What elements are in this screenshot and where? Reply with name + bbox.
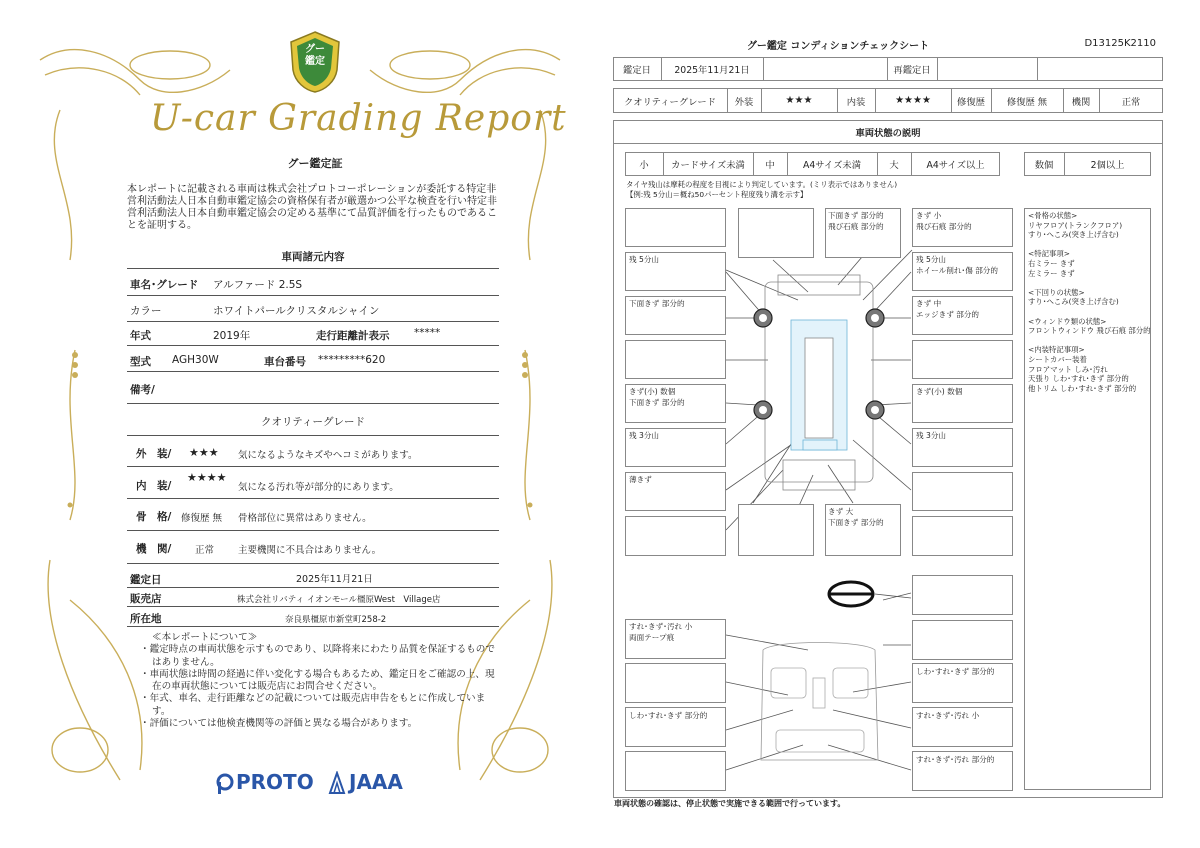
exterior-stars: ★★★ — [785, 95, 813, 106]
engine-label: 機 関/ — [136, 543, 172, 555]
callout-front-right: きず 小 飛び石痕 部分的 — [916, 211, 972, 231]
legend-large-text: A4サイズ以上 — [926, 160, 985, 171]
divider — [127, 345, 499, 346]
callout-front-right-tire: 残 5分山 ホイール削れ･傷 部分的 — [916, 255, 998, 275]
tire-example-note: 【例:残 5分山＝概ね50パーセント程度残り溝を示す】 — [626, 190, 808, 199]
dealer-label: 販売店 — [130, 593, 162, 605]
inspection-date-value: 2025年11月21日 — [674, 65, 750, 76]
note-item: ・車両状態は時間の経過に伴い変化する場合もあるため、鑑定日をご確認の上、現在の車両状態については販売店にお問合せください。 — [140, 668, 495, 693]
note-item: ・鑑定時点の車両状態を示すものであり、以降将来にわたり品質を保証するものではありません。 — [140, 644, 495, 668]
legend-small: 小 — [639, 160, 649, 171]
legend-small-text: カードサイズ未満 — [671, 160, 745, 171]
tire-note: タイヤ残山は摩耗の程度を目視により判定しています。(ミリ表示ではありません) — [626, 180, 898, 189]
repair-history-label: 修復歴 — [957, 96, 985, 108]
frame-text: 骨格部位に異常はありません。 — [238, 513, 372, 524]
callout-box — [912, 516, 1013, 556]
note-item: ・年式、車名、走行距離などの記載については販売店申告をもとに作成しています。 — [140, 693, 486, 717]
proto-logo-icon — [216, 773, 234, 795]
divider — [127, 321, 499, 322]
condition-description-title: 車両状態の説明 — [613, 120, 1163, 144]
legend-medium: 中 — [765, 160, 775, 171]
proto-logo: PROTO — [236, 770, 314, 794]
divider — [127, 403, 499, 404]
frame-label: 骨 格/ — [136, 511, 172, 523]
interior-stars: ★★★★ — [895, 95, 931, 106]
interior-label: 内 装/ — [136, 480, 172, 492]
legend-medium-text: A4サイズ未満 — [802, 160, 861, 171]
mileage-value: ***** — [414, 327, 441, 339]
engine-label: 機関 — [1071, 96, 1091, 108]
model-value: AGH30W — [172, 354, 219, 366]
callout-interior-left: しわ･すれ･きず 部分的 — [629, 711, 708, 720]
frame-value: 修復歴 無 — [181, 513, 223, 524]
interior-stars: ★★★★ — [187, 471, 227, 484]
callout-front-underbody: 下面きず 部分的 飛び石痕 部分的 — [828, 211, 884, 231]
chassis-value: *********620 — [318, 354, 386, 366]
car-name-label: 車名･グレード — [130, 279, 199, 291]
divider — [127, 587, 499, 588]
callout-box — [625, 663, 726, 703]
callout-rear-right-tire: 残 3分山 — [916, 431, 947, 440]
exterior-text: 気になるようなキズやヘコミがあります。 — [238, 450, 418, 461]
callout-box — [738, 208, 814, 258]
legend-count: 数個 — [1034, 160, 1054, 171]
year-value: 2019年 — [213, 330, 251, 342]
divider — [127, 626, 499, 627]
mileage-label: 走行距離計表示 — [316, 330, 390, 342]
steering-wheel-icon — [829, 582, 873, 606]
callout-box — [912, 620, 1013, 660]
callout-rear-underbody: きず 大 下面きず 部分的 — [828, 507, 884, 527]
jaaa-logo: JAAA — [349, 770, 403, 794]
divider — [127, 268, 499, 269]
interior-label: 内装 — [846, 96, 866, 108]
callout-box — [738, 504, 814, 556]
callout-interior-dash: すれ･きず･汚れ 小 両面テープ痕 — [629, 622, 693, 642]
inspection-date-value: 2025年11月21日 — [296, 574, 373, 585]
check-sheet-title: グー鑑定 コンディションチェックシート — [746, 41, 930, 52]
callout-box — [912, 472, 1013, 511]
report-notes — [140, 632, 500, 730]
engine-value: 正常 — [1121, 96, 1141, 108]
certificate-title: グー鑑定証 — [287, 157, 343, 170]
callout-box — [625, 516, 726, 556]
divider — [127, 371, 499, 372]
divider — [127, 435, 499, 436]
report-script-title: U-car Grading Report — [150, 98, 567, 139]
divider — [127, 498, 499, 499]
callout-interior-right: すれ･きず･汚れ 小 — [916, 711, 980, 720]
callout-box — [625, 208, 726, 247]
divider — [127, 466, 499, 467]
chassis-label: 車台番号 — [264, 356, 306, 368]
dealer-value: 株式会社リバティ イオンモール橿原West Village店 — [237, 595, 441, 605]
callout-box — [625, 751, 726, 791]
callout-box — [912, 575, 1013, 615]
callout-rear-left: 薄きず — [629, 475, 652, 484]
interior-text: 気になる汚れ等が部分的にあります。 — [238, 482, 399, 493]
footer-note: 車両状態の確認は、停止状態で実施できる範囲で行っています。 — [614, 799, 846, 808]
special-notes: <骨格の状態> リヤフロア(トランクフロア) すり･へこみ(突き上げ含む) <特記事項> 右ミラー きず 左ミラー きず <下回りの状態> すり･へこみ(突き上げ含む) <ウィンドウ類の状態> フロントウィンドウ 飛び石痕 部分的 <内装特記事項> シートカバー装着 フロアマット しみ･汚れ 天張り しわ･すれ･きず 部分的 他トリム しわ･すれ･きず 部分的 — [1028, 211, 1151, 393]
callout-interior-seat: しわ･すれ･きず 部分的 — [916, 667, 995, 676]
divider — [127, 295, 499, 296]
car-name-value: アルファード 2.5S — [213, 279, 303, 291]
divider — [127, 563, 499, 564]
model-label: 型式 — [130, 356, 151, 368]
engine-value: 正常 — [195, 545, 215, 556]
jaaa-logo-icon — [328, 771, 346, 795]
notes-title: ≪本レポートについて≫ — [152, 632, 258, 643]
engine-text: 主要機関に不具合はありません。 — [238, 545, 382, 556]
callout-rear-left-tire: 残 3分山 — [629, 431, 660, 440]
inspection-date-label: 鑑定日 — [623, 65, 651, 76]
repair-history-value: 修復歴 無 — [1006, 96, 1048, 108]
legend-large: 大 — [889, 160, 899, 171]
divider — [127, 606, 499, 607]
exterior-stars: ★★★ — [189, 446, 219, 459]
callout-interior-rear: すれ･きず･汚れ 部分的 — [916, 755, 995, 764]
callout-right-rear-door: きず(小) 数個 — [916, 387, 963, 396]
reinspection-date-label: 再鑑定日 — [893, 65, 931, 76]
callout-front-left-tire: 残 5分山 — [629, 255, 660, 264]
certificate-text: 本レポートに記載される車両は株式会社プロトコーポレーションが委託する特定非営利活動法人日本自動車鑑定協会の資格保有者が厳選かつ公平な検査を行い特定非営利活動法人日本自動車鑑定協会の定める基準にて品質評価を行ったものであることを証明する。 — [127, 184, 497, 231]
remarks-label: 備考/ — [130, 384, 155, 396]
callout-box — [625, 340, 726, 379]
legend-count-text: 2個以上 — [1090, 160, 1125, 171]
exterior-label: 外 装/ — [136, 448, 172, 460]
sheet-code: D13125K2110 — [1084, 38, 1156, 49]
note-item: ・評価については他検査機関等の評価と異なる場合があります。 — [140, 718, 418, 730]
quality-title: クオリティーグレード — [261, 416, 365, 428]
year-label: 年式 — [130, 330, 151, 342]
inspection-date-label: 鑑定日 — [130, 574, 162, 586]
quality-grade-label: クオリティーグレード — [623, 96, 717, 108]
address-value: 奈良県橿原市新堂町258-2 — [285, 615, 387, 625]
color-label: カラー — [130, 305, 162, 317]
callout-right-scratch: きず 中 エッジきず 部分的 — [916, 299, 980, 319]
address-label: 所在地 — [130, 613, 162, 625]
specs-title: 車両諸元内容 — [281, 251, 345, 263]
color-value: ホワイトパールクリスタルシャイン — [213, 305, 380, 317]
callout-left-rear-door: きず(小) 数個 下面きず 部分的 — [629, 387, 685, 407]
callout-left-underbody: 下面きず 部分的 — [629, 299, 685, 308]
emblem-label: グー 鑑定 — [305, 44, 325, 67]
exterior-label: 外装 — [734, 96, 754, 108]
divider — [127, 530, 499, 531]
callout-box — [912, 340, 1013, 379]
